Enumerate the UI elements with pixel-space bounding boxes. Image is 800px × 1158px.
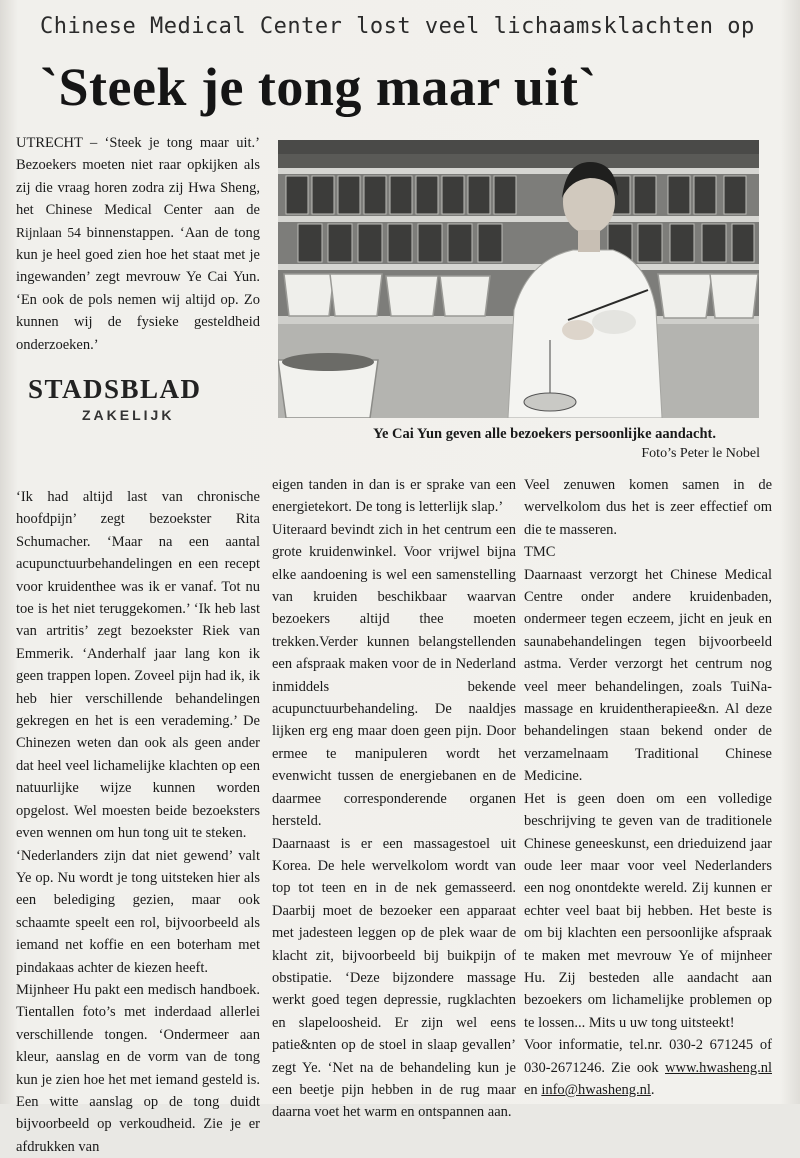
headline: `Steek je tong maar uit` — [40, 57, 597, 117]
photo-herbal-shop — [278, 140, 759, 418]
lede-paragraph — [16, 132, 260, 356]
article-column-3 — [524, 474, 772, 1101]
website-link[interactable]: www.hwasheng.nl — [665, 1059, 772, 1076]
paragraph: Het is geen doen om een volledige beschrijving te geven van de traditionele Chinese geneeskunst, een drieduizend jaar oude leer maar voor veel Nederlanders een nog onontdekte wereld. Zij kunnen er echter veel baat bij hebben. Het beste is om bij klachten een persoonlijke afspraak te maken met mevrouw Ye of mijnheer Hu. Zij besteden alle aandacht aan bezoekers om lichamelijke problemen op te lossen... Mits u uw tong uitsteekt! — [524, 790, 772, 1031]
contact-text: Voor informatie, tel.nr. 030-2 671245 of 030-2671246. Zie ook — [524, 1037, 772, 1076]
paragraph: Daarnaast verzorgt het Chinese Medical Centre onder andere kruidenbaden, ondermeer tegen eczeem, jicht en jeuk en saunabehandelingen tegen bijvoorbeeld astma. Verder verzorgt het centrum nog veel meer behandelingen, zoals TuiNa-massage en kruidentherapiee&n. Al deze behandelingen staan bekend onder de verzamelnaam Traditional Chinese Medicine. — [524, 566, 772, 785]
paragraph: ‘Nederlanders zijn dat niet gewend’ valt Ye op. Nu wordt je tong uitsteken hier als een belediging gezien, maar ook schaamte speelt een rol, bijvoorbeeld als iemand net koffie en een boterham met pindakaas achter de kiezen heeft. — [16, 847, 260, 976]
article-column-2 — [272, 474, 516, 1124]
paragraph: Veel zenuwen komen samen in de wervelkolom dus het is zeer effectief om die te masseren. — [524, 477, 772, 538]
paragraph: Uiteraard bevindt zich in het centrum een grote kruidenwinkel. Voor vrijwel bijna elke aandoening is wel een samenstelling van kruiden beschikbaar waarvan bezoekers altijd thee moeten trekken.Verder kunnen belangstellenden een afspraak maken voor de in Nederland inmiddels bekende acupunctuurbehandeling. De naaldjes lijken erg eng maar doen geen pijn. Door ermee te manipuleren wordt het evenwicht tussen de energiebanen en de daarmee corresponderende organen hersteld. — [272, 521, 516, 830]
lede-text-1: UTRECHT – ‘Steek je tong maar uit.’ Bezoekers moeten niet raar opkijken als zij die vraag horen zodra zij Hwa Sheng, het Chinese Medical Center aan de — [16, 135, 260, 219]
contact-end: . — [650, 1081, 655, 1098]
contact-info — [524, 1034, 772, 1101]
publication-name: STADSBLAD — [28, 374, 202, 404]
street-address: Rijnlaan 54 — [16, 224, 81, 240]
paragraph: Daarnaast is er een massagestoel uit Korea. De hele wervelkolom wordt van top tot teen en in de nek gemasseerd. Daarbij moet de bezoeker een apparaat met jadesteen leggen op de plek waar de klacht zit, bijvoorbeeld bij buikpijn of obstipatie. ‘Deze bijzondere massage werkt goed tegen depressie, rugklachten en slapeloosheid. Er zijn wel eens patie&nten op de stoel in slaap gevallen’ zegt Ye. ‘Net na de behandeling kun je een beetje pijn hebben in de rug maar daarna voet het warm en ontspannen aan. — [272, 835, 516, 1121]
photo-credit: Foto’s Peter le Nobel — [641, 446, 760, 461]
subheading: TMC — [524, 544, 556, 561]
kicker: Chinese Medical Center lost veel lichaamsklachten op — [40, 14, 755, 39]
paragraph: Mijnheer Hu pakt een medisch handboek. Tientallen foto’s met inderdaad allerlei verschillende tongen. ‘Ondermeer aan kleur, aanslag en de vorm van de tong kun je zien hoe het met iemand gesteld is. Een witte aanslag op de tong duidt bijvoorbeeld op verkoudheid. Zie je er afdrukken van — [16, 981, 260, 1155]
photo-illustration — [278, 140, 759, 418]
photo-caption: Ye Cai Yun geven alle bezoekers persoonlijke aandacht. — [373, 426, 716, 442]
contact-connector: en — [524, 1081, 542, 1098]
paragraph: eigen tanden in dan is er sprake van een energietekort. De tong is letterlijk slap.’ — [272, 477, 516, 516]
article-column-1 — [16, 486, 260, 1158]
publication-section: ZAKELIJK — [82, 407, 175, 423]
publication-logo — [28, 374, 248, 423]
lede-text-2: binnenstappen. ‘Aan de tong kun je heel goed zien hoe het staat met je ingewanden’ zegt mevrouw Ye Cai Yun. ‘En ook de pols nemen wij altijd op. Zo kunnen wij de fysieke gesteldheid onderzoeken.’ — [16, 224, 260, 353]
paragraph: ‘Ik had altijd last van chronische hoofdpijn’ zegt bezoekster Rita Schumacher. ‘Maar na een aantal acupunctuurbehandelingen en een recept voor kruidenthee was ik er vanaf. Tot nu toe is het niet teruggekomen.’ ‘Ik heb last van artritis’ zegt bezoekster Riek van Emmerik. ‘Anderhalf jaar lang kon ik geen trappen lopen. Zoveel pijn had ik, ik heb hier verschillende behandelingen gekregen en het is een verademing.’ De Chinezen weten dan ook als geen ander dat heel veel lichamelijke klachten op een natuurlijke wijze kunnen worden opgelost. Wel moesten beide bezoeksters even wennen om hun tong uit te steken. — [16, 489, 260, 842]
email-link[interactable]: info@hwasheng.nl — [541, 1081, 651, 1098]
